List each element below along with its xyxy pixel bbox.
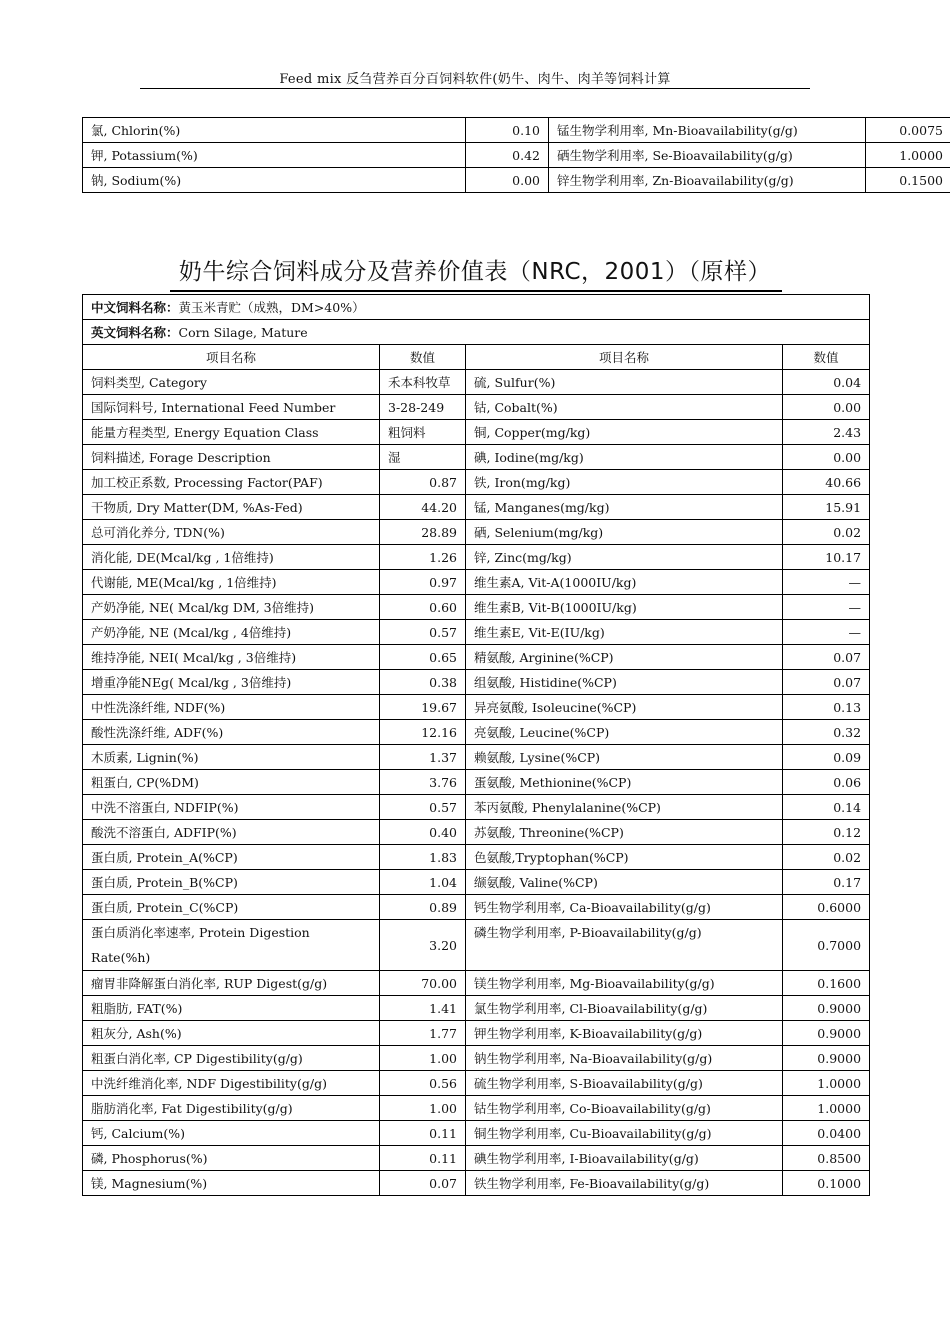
item-name-cell: 总可消化养分, TDN(%)	[83, 520, 380, 545]
item-value-cell: 0.57	[380, 620, 466, 645]
page-title: 奶牛综合饲料成分及营养价值表（NRC，2001）（原样）	[178, 259, 772, 285]
table-row	[83, 118, 950, 143]
table-row	[83, 870, 870, 895]
table-row	[83, 820, 870, 845]
en-name-label: 英文饲料名称：	[91, 325, 179, 340]
item-name-cell: 磷, Phosphorus(%)	[83, 1146, 380, 1171]
top-table	[82, 117, 950, 193]
item-name-cell: 精氨酸, Arginine(%CP)	[466, 645, 783, 670]
table-row	[83, 920, 870, 971]
item-name-cell: 维生素A, Vit-A(1000IU/kg)	[466, 570, 783, 595]
table-row	[83, 695, 870, 720]
nutrition-table	[82, 294, 870, 1196]
table-row	[83, 168, 950, 193]
item-value-cell: 0.40	[380, 820, 466, 845]
item-name-cell: 蛋白质消化率速率, Protein Digestion Rate(%h)	[83, 920, 380, 971]
item-name-cell: 饲料描述, Forage Description	[83, 445, 380, 470]
table-row	[83, 420, 870, 445]
table-row	[83, 1171, 870, 1196]
en-name-row	[83, 320, 870, 345]
col-header-item-right: 项目名称	[466, 345, 783, 370]
item-value-cell: 0.32	[783, 720, 870, 745]
table-row	[83, 745, 870, 770]
item-name-cell: 产奶净能, NE( Mcal/kg DM, 3倍维持)	[83, 595, 380, 620]
table-row	[83, 1096, 870, 1121]
item-name-cell: 锰, Manganes(mg/kg)	[466, 495, 783, 520]
item-value-cell: 0.1000	[783, 1171, 870, 1196]
item-value-cell: 0.02	[783, 520, 870, 545]
item-name-cell: 瘤胃非降解蛋白消化率, RUP Digest(g/g)	[83, 971, 380, 996]
table-row	[83, 670, 870, 695]
cn-name-label: 中文饲料名称：	[91, 300, 179, 315]
item-name-cell: 加工校正系数, Processing Factor(PAF)	[83, 470, 380, 495]
item-name-cell: 锰生物学利用率, Mn-Bioavailability(g/g)	[549, 118, 866, 143]
item-value-cell: 0.38	[380, 670, 466, 695]
item-value-cell: —	[783, 595, 870, 620]
item-value-cell: 1.37	[380, 745, 466, 770]
table-row	[83, 570, 870, 595]
en-name-cell	[83, 320, 870, 345]
item-value-cell: 12.16	[380, 720, 466, 745]
cn-name-value: 黄玉米青贮（成熟，DM>40%）	[178, 300, 365, 315]
item-value-cell: 0.87	[380, 470, 466, 495]
item-value-cell: 1.41	[380, 996, 466, 1021]
item-name-cell: 木质素, Lignin(%)	[83, 745, 380, 770]
table-row	[83, 470, 870, 495]
item-value-cell: 粗饲料	[380, 420, 466, 445]
item-value-cell: 70.00	[380, 971, 466, 996]
item-name-cell: 代谢能, ME(Mcal/kg , 1倍维持)	[83, 570, 380, 595]
table-row	[83, 1071, 870, 1096]
item-value-cell: 0.10	[466, 118, 549, 143]
item-value-cell: 0.04	[783, 370, 870, 395]
item-name-cell: 钾生物学利用率, K-Bioavailability(g/g)	[466, 1021, 783, 1046]
item-name-cell: 中洗纤维消化率, NDF Digestibility(g/g)	[83, 1071, 380, 1096]
item-value-cell: 0.8500	[783, 1146, 870, 1171]
table-row	[83, 971, 870, 996]
item-value-cell: 0.56	[380, 1071, 466, 1096]
item-name-cell: 组氨酸, Histidine(%CP)	[466, 670, 783, 695]
item-name-cell: 蛋白质, Protein_B(%CP)	[83, 870, 380, 895]
item-name-cell: 亮氨酸, Leucine(%CP)	[466, 720, 783, 745]
item-value-cell: 1.26	[380, 545, 466, 570]
item-value-cell: 1.04	[380, 870, 466, 895]
table-row	[83, 445, 870, 470]
table-row	[83, 1121, 870, 1146]
table-row	[83, 545, 870, 570]
item-name-cell: 锌生物学利用率, Zn-Bioavailability(g/g)	[549, 168, 866, 193]
item-value-cell: 0.11	[380, 1146, 466, 1171]
table-row	[83, 520, 870, 545]
item-value-cell: 1.00	[380, 1046, 466, 1071]
item-name-cell: 粗蛋白消化率, CP Digestibility(g/g)	[83, 1046, 380, 1071]
table-row	[83, 1046, 870, 1071]
item-value-cell: 0.13	[783, 695, 870, 720]
item-value-cell: 3.20	[380, 920, 466, 971]
item-value-cell: 0.9000	[783, 996, 870, 1021]
item-name-cell: 中性洗涤纤维, NDF(%)	[83, 695, 380, 720]
item-name-cell: 干物质, Dry Matter(DM, %As-Fed)	[83, 495, 380, 520]
item-name-cell: 钙生物学利用率, Ca-Bioavailability(g/g)	[466, 895, 783, 920]
item-value-cell: 2.43	[783, 420, 870, 445]
cn-name-row	[83, 295, 870, 320]
item-value-cell: 0.60	[380, 595, 466, 620]
item-name-cell: 苯丙氨酸, Phenylalanine(%CP)	[466, 795, 783, 820]
item-value-cell: 0.07	[783, 645, 870, 670]
item-name-cell: 钠, Sodium(%)	[83, 168, 466, 193]
item-name-cell: 维生素B, Vit-B(1000IU/kg)	[466, 595, 783, 620]
en-name-value: Corn Silage, Mature	[178, 325, 308, 340]
item-name-cell: 粗蛋白, CP(%DM)	[83, 770, 380, 795]
item-value-cell: 0.12	[783, 820, 870, 845]
item-value-cell: 44.20	[380, 495, 466, 520]
item-value-cell: 0.06	[783, 770, 870, 795]
item-name-cell: 赖氨酸, Lysine(%CP)	[466, 745, 783, 770]
item-name-cell: 饲料类型, Category	[83, 370, 380, 395]
item-name-cell: 中洗不溶蛋白, NDFIP(%)	[83, 795, 380, 820]
item-name-cell: 硒, Selenium(mg/kg)	[466, 520, 783, 545]
item-value-cell: 0.9000	[783, 1046, 870, 1071]
item-name-cell: 钴, Cobalt(%)	[466, 395, 783, 420]
item-name-cell: 国际饲料号, International Feed Number	[83, 395, 380, 420]
table-row	[83, 845, 870, 870]
header-row	[83, 345, 870, 370]
item-value-cell: 0.09	[783, 745, 870, 770]
item-name-cell: 色氨酸,Tryptophan(%CP)	[466, 845, 783, 870]
item-value-cell: 0.6000	[783, 895, 870, 920]
table-row	[83, 795, 870, 820]
item-name-cell: 铁生物学利用率, Fe-Bioavailability(g/g)	[466, 1171, 783, 1196]
item-name-cell: 苏氨酸, Threonine(%CP)	[466, 820, 783, 845]
item-name-cell: 铜生物学利用率, Cu-Bioavailability(g/g)	[466, 1121, 783, 1146]
table-row	[83, 996, 870, 1021]
item-value-cell: 0.14	[783, 795, 870, 820]
item-name-cell: 脂肪消化率, Fat Digestibility(g/g)	[83, 1096, 380, 1121]
item-value-cell: 0.00	[466, 168, 549, 193]
item-name-cell: 镁生物学利用率, Mg-Bioavailability(g/g)	[466, 971, 783, 996]
item-name-cell: 铁, Iron(mg/kg)	[466, 470, 783, 495]
item-name-cell: 碘生物学利用率, I-Bioavailability(g/g)	[466, 1146, 783, 1171]
item-name-cell: 产奶净能, NE (Mcal/kg , 4倍维持)	[83, 620, 380, 645]
item-name-cell: 缬氨酸, Valine(%CP)	[466, 870, 783, 895]
item-value-cell: 0.9000	[783, 1021, 870, 1046]
item-value-cell: 10.17	[783, 545, 870, 570]
col-header-value-right: 数值	[783, 345, 870, 370]
item-name-cell: 酸性洗涤纤维, ADF(%)	[83, 720, 380, 745]
item-value-cell: 0.0075	[866, 118, 950, 143]
item-name-cell: 铜, Copper(mg/kg)	[466, 420, 783, 445]
item-name-cell: 蛋白质, Protein_C(%CP)	[83, 895, 380, 920]
item-name-cell: 能量方程类型, Energy Equation Class	[83, 420, 380, 445]
item-value-cell: 40.66	[783, 470, 870, 495]
item-value-cell: 0.57	[380, 795, 466, 820]
item-value-cell: 0.65	[380, 645, 466, 670]
table-row	[83, 395, 870, 420]
item-value-cell: 0.07	[783, 670, 870, 695]
col-header-value-left: 数值	[380, 345, 466, 370]
table-row	[83, 495, 870, 520]
item-name-cell: 硫, Sulfur(%)	[466, 370, 783, 395]
item-value-cell: 0.02	[783, 845, 870, 870]
item-value-cell: 0.7000	[783, 920, 870, 971]
item-value-cell: 1.83	[380, 845, 466, 870]
item-value-cell: 0.17	[783, 870, 870, 895]
item-name-cell: 维持净能, NEI( Mcal/kg , 3倍维持)	[83, 645, 380, 670]
item-value-cell: 15.91	[783, 495, 870, 520]
table-row	[83, 370, 870, 395]
item-name-cell: 酸洗不溶蛋白, ADFIP(%)	[83, 820, 380, 845]
item-value-cell: —	[783, 620, 870, 645]
item-value-cell: 0.1500	[866, 168, 950, 193]
item-value-cell: 0.0400	[783, 1121, 870, 1146]
item-value-cell: 19.67	[380, 695, 466, 720]
item-name-cell: 异亮氨酸, Isoleucine(%CP)	[466, 695, 783, 720]
table-row	[83, 645, 870, 670]
item-name-cell: 钙, Calcium(%)	[83, 1121, 380, 1146]
table-row	[83, 1146, 870, 1171]
item-value-cell: 1.0000	[783, 1096, 870, 1121]
item-value-cell: 3.76	[380, 770, 466, 795]
item-name-cell: 蛋氨酸, Methionine(%CP)	[466, 770, 783, 795]
table-row	[83, 143, 950, 168]
item-value-cell: 0.42	[466, 143, 549, 168]
table-row	[83, 595, 870, 620]
item-name-cell: 硫生物学利用率, S-Bioavailability(g/g)	[466, 1071, 783, 1096]
table-row	[83, 895, 870, 920]
item-value-cell: 28.89	[380, 520, 466, 545]
item-value-cell: 1.0000	[866, 143, 950, 168]
item-name-cell: 粗灰分, Ash(%)	[83, 1021, 380, 1046]
table-row	[83, 1021, 870, 1046]
item-value-cell: —	[783, 570, 870, 595]
item-name-cell: 维生素E, Vit-E(IU/kg)	[466, 620, 783, 645]
item-value-cell: 1.77	[380, 1021, 466, 1046]
item-value-cell: 禾本科牧草	[380, 370, 466, 395]
item-name-cell: 增重净能NEg( Mcal/kg , 3倍维持)	[83, 670, 380, 695]
item-value-cell: 0.00	[783, 445, 870, 470]
table-row	[83, 720, 870, 745]
item-name-cell: 硒生物学利用率, Se-Bioavailability(g/g)	[549, 143, 866, 168]
item-value-cell: 0.1600	[783, 971, 870, 996]
item-name-cell: 氯生物学利用率, Cl-Bioavailability(g/g)	[466, 996, 783, 1021]
item-value-cell: 湿	[380, 445, 466, 470]
item-value-cell: 0.00	[783, 395, 870, 420]
item-name-cell: 镁, Magnesium(%)	[83, 1171, 380, 1196]
item-name-cell: 蛋白质, Protein_A(%CP)	[83, 845, 380, 870]
item-name-cell: 粗脂肪, FAT(%)	[83, 996, 380, 1021]
title-rule	[170, 290, 782, 292]
item-value-cell: 0.07	[380, 1171, 466, 1196]
item-name-cell: 钠生物学利用率, Na-Bioavailability(g/g)	[466, 1046, 783, 1071]
col-header-item-left: 项目名称	[83, 345, 380, 370]
cn-name-cell	[83, 295, 870, 320]
page-header: Feed mix 反刍营养百分百饲料软件(奶牛、肉牛、肉羊等饲料计算	[279, 72, 671, 87]
item-value-cell: 0.89	[380, 895, 466, 920]
item-name-cell: 钾, Potassium(%)	[83, 143, 466, 168]
item-name-cell: 碘, Iodine(mg/kg)	[466, 445, 783, 470]
item-value-cell: 0.11	[380, 1121, 466, 1146]
item-name-cell: 磷生物学利用率, P-Bioavailability(g/g)	[466, 920, 783, 971]
item-value-cell: 1.0000	[783, 1071, 870, 1096]
table-row	[83, 770, 870, 795]
item-name-cell: 锌, Zinc(mg/kg)	[466, 545, 783, 570]
item-name-cell: 消化能, DE(Mcal/kg , 1倍维持)	[83, 545, 380, 570]
item-value-cell: 3-28-249	[380, 395, 466, 420]
item-value-cell: 1.00	[380, 1096, 466, 1121]
item-name-cell: 钴生物学利用率, Co-Bioavailability(g/g)	[466, 1096, 783, 1121]
table-row	[83, 620, 870, 645]
item-value-cell: 0.97	[380, 570, 466, 595]
header-rule	[140, 88, 810, 89]
item-name-cell: 氯, Chlorin(%)	[83, 118, 466, 143]
